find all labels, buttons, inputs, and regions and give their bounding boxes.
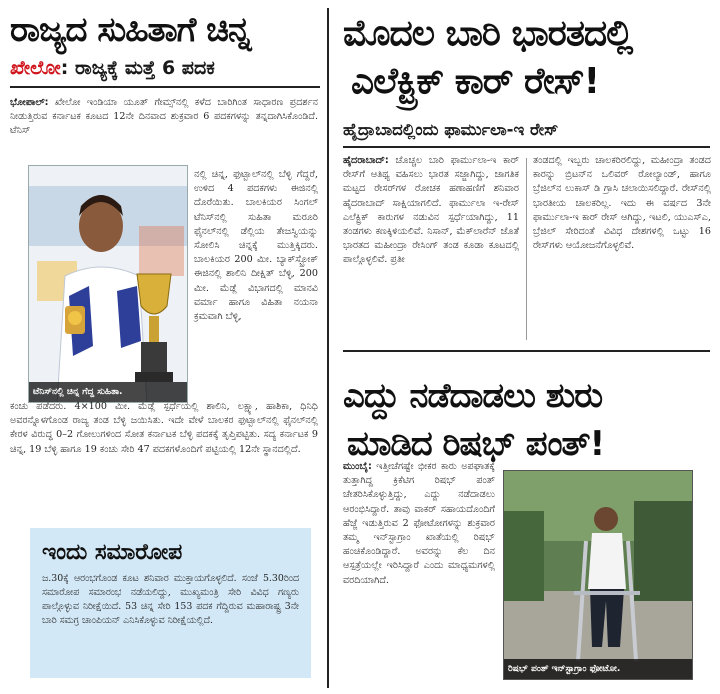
formula-e-subheadline: ಹೈದ್ರಾಬಾದಲ್ಲಿಂದು ಫಾರ್ಮುಲಾ-ಇ ರೇಸ್ bbox=[343, 120, 559, 139]
pant-headline-line2: ಮಾಡಿದ ರಿಷಭ್ ಪಂತ್! bbox=[347, 424, 605, 464]
formula-e-headline bbox=[343, 10, 713, 106]
pant-dateline: ಮುಂಬೈ: bbox=[343, 461, 372, 472]
column-divider bbox=[327, 8, 329, 688]
formula-e-dateline: ಹೈದರಾಬಾದ್: bbox=[343, 155, 389, 166]
box-text: ಜ.30ಕ್ಕೆ ಆರಂಭಗೊಂಡ ಕೂಟ ಶನಿವಾರ ಮುಕ್ತಾಯಗೊಳ್ಳಲಿದೆ. ಸಂಜೆ 5.30ರಿಂದ ಸಮಾರೋಪ ಸಮಾರಂಭ ನಡೆಯಲಿದ್ದು, ಮುಖ್ಯಮಂತ್ರಿ ಸೇರಿ ವಿವಿಧ ಗಣ್ಯರು ಪಾಲ್ಗೊಳ್ಳುವ ನಿರೀಕ್ಷೆಯಿದೆ. 53 ಚಿನ್ನ ಸೇರಿ 153 ಪದಕ ಗೆದ್ದಿರುವ ಮಹಾರಾಷ್ಟ್ರ 3ನೇ ಬಾರಿ ಸಮಗ್ರ ಚಾಂಪಿಯನ್ ಎನಿಸಿಕೊಳ್ಳುವ ನಿರೀಕ್ಷೆಯಲ್ಲಿದೆ. bbox=[42, 573, 299, 626]
left-lead-paragraph bbox=[10, 96, 318, 139]
pant-headline bbox=[343, 372, 713, 468]
left-subhead-keyword: ಖೇಲೋ bbox=[10, 57, 61, 79]
pant-photo-caption: ರಿಷಭ್ ಪಂತ್ ಇನ್‌ಸ್ಟಾಗ್ರಾಂ ಫೋಟೋ. bbox=[504, 659, 692, 679]
formula-e-headline-line2: ಎಲೆಕ್ಟ್ರಿಕ್ ಕಾರ್ ರೇಸ್! bbox=[351, 61, 599, 102]
pant-headline-line1: ಎದ್ದು ನಡೆದಾಡಲು ಶುರು bbox=[343, 376, 603, 416]
suhita-photo-caption: ಟೆನಿಸ್‌ನಲ್ಲಿ ಚಿನ್ನ ಗೆದ್ದ ಸುಹಿತಾ. bbox=[29, 382, 187, 402]
box-title: ಇಂದು ಸಮಾರೋಪ bbox=[42, 540, 183, 565]
formula-e-column-1 bbox=[343, 154, 519, 268]
left-story-header bbox=[10, 8, 320, 91]
formula-e-column-separator bbox=[526, 158, 527, 340]
left-wrap-paragraph: ನಲ್ಲಿ ಚಿನ್ನ, ಫುಟ್ಬಾಲ್‌ನಲ್ಲಿ ಬೆಳ್ಳಿ ಗೆದ್ದರೆ, ಉಳಿದ 4 ಪದಕಗಳು ಈಜಿನಲ್ಲಿ ದೊರೆಯಿತು. ಬಾಲಕಿಯರ ಸಿಂಗಲ್ ಟೆನಿಸ್‌ನಲ್ಲಿ ಸುಹಿತಾ ಮರೂರಿ ಫೈನಲ್‌ನಲ್ಲಿ ಡೆಲ್ಲಿಯ ತೇಜಸ್ವಿಯನ್ನು ಸೋಲಿಸಿ ಚಿನ್ನಕ್ಕೆ ಮುತ್ತಿಕ್ಕಿದರು. ಬಾಲಕಿಯರ 200 ಮೀ. ಬ್ಯಾಕ್‌ಸ್ಟ್ರೋಕ್ ಈಜಿನಲ್ಲಿ ಶಾಲಿನಿ ದೀಕ್ಷಿತ್ ಬೆಳ್ಳಿ, 200 ಮೀ. ಮೆಡ್ಲೆ ವಿಭಾಗದಲ್ಲಿ ಮಾನವಿ ವರ್ಮಾ ಹಾಗೂ ವಿಹಿತಾ ನಯನಾ ಕ್ರಮವಾಗಿ ಬೆಳ್ಳಿ, bbox=[194, 169, 318, 323]
left-dateline: ಭೋಪಾಲ್: bbox=[10, 97, 49, 108]
left-lead-text: ಖೇಲೋ ಇಂಡಿಯಾ ಯೂತ್ ಗೇಮ್ಸ್‌ನಲ್ಲಿ ಕಳೆದ ಬಾರಿಗಿಂತ ಸಾಧಾರಣ ಪ್ರದರ್ಶನ ನೀಡುತ್ತಿರುವ ಕರ್ನಾಟಕ ಕೂಟದ 12ನೇ ದಿನವಾದ ಶುಕ್ರವಾರ 6 ಪದಕಗಳನ್ನು ತನ್ನದಾಗಿಸಿಕೊಂಡಿದೆ. ಟೆನಿಸ್ bbox=[10, 97, 318, 137]
pant-text: ಇತ್ತೀಚೆಗಷ್ಟೇ ಭೀಕರ ಕಾರು ಅಪಘಾತಕ್ಕೆ ತುತ್ತಾಗಿದ್ದ ಕ್ರಿಕೆಟಿಗ ರಿಷಭ್ ಪಂತ್ ಚೇತರಿಸಿಕೊಳ್ಳುತ್ತಿದ್ದು, ಎದ್ದು ನಡೆದಾಡಲು ಆರಂಭಿಸಿದ್ದಾರೆ. ತಾವು ವಾಕರ್ ಸಹಾಯದೊಂದಿಗೆ ಹೆಜ್ಜೆ ಇಡುತ್ತಿರುವ 2 ಫೋಟೋಗಳನ್ನು ಶುಕ್ರವಾರ ತಮ್ಮ ಇನ್‌ಸ್ಟಾಗ್ರಾಂ ಖಾತೆಯಲ್ಲಿ ರಿಷಭ್ ಹಂಚಿಕೊಂಡಿದ್ದಾರೆ. ಅವರನ್ನು ಕೆಲ ದಿನ ಆಸ್ಪತ್ರೆಯಲ್ಲೇ ಇರಿಸಿದ್ದಾರೆ ಎಂದು ಮಾಧ್ಯಮಗಳಲ್ಲಿ ವರದಿಯಾಗಿದೆ. bbox=[343, 461, 495, 586]
pant-photo bbox=[503, 470, 693, 680]
left-subheadline bbox=[10, 54, 320, 82]
left-headline-rule bbox=[10, 86, 320, 88]
suhita-illustration bbox=[29, 166, 188, 403]
pant-paragraph bbox=[343, 460, 495, 588]
right-section-divider bbox=[343, 350, 710, 352]
suhita-photo bbox=[28, 165, 188, 403]
formula-e-headline-line1: ಮೊದಲ ಬಾರಿ ಭಾರತದಲ್ಲಿ bbox=[343, 13, 633, 54]
left-headline: ರಾಜ್ಯದ ಸುಹಿತಾಗೆ ಚಿನ್ನ bbox=[10, 10, 251, 50]
pant-illustration bbox=[504, 471, 693, 680]
formula-e-col1-text: ಚೊಚ್ಚಲ ಬಾರಿ ಫಾರ್ಮುಲಾ-ಇ ಕಾರ್ ರೇಸ್‌ಗೆ ಆತಿಥ್ಯ ವಹಿಸಲು ಭಾರತ ಸಜ್ಜಾಗಿದ್ದು, ಜಾಗತಿಕ ಮಟ್ಟದ ರೇಸರ್‌ಗಳ ರೋಚಕ ಹಣಾಹಣಿಗೆ ಶನಿವಾರ ಹೈದರಾಬಾದ್ ಸಾಕ್ಷಿಯಾಗಲಿದೆ. ಫಾರ್ಮುಲಾ ಇ-ರೇಸ್ ಎಲೆಕ್ಟ್ರಿಕ್ ಕಾರುಗಳ ನಡುವಿನ ಸ್ಪರ್ಧೆಯಾಗಿದ್ದು, 11 ತಂಡಗಳು ಕಣಕ್ಕಿಳಿಯಲಿವೆ. ನಿಸಾನ್, ಮೆಕ್‌ಲಾರೆನ್ ಜೊತೆ ಭಾರತದ ಮಹೀಂದ್ರಾ ರೇಸಿಂಗ್ ತಂಡ ಕೂಡಾ ಕೂಟದಲ್ಲಿ ಪಾಲ್ಗೊಳ್ಳಲಿವೆ. ಪ್ರತೀ bbox=[343, 155, 519, 266]
formula-e-column-2: ತಂಡದಲ್ಲಿ ಇಬ್ಬರು ಚಾಲಕರಿರಲಿದ್ದು, ಮಹೀಂದ್ರಾ ತಂಡದ ಕಾರನ್ನು ಬ್ರಿಟನ್‌ನ ಒಲಿವರ್ ರೋಲ್ಯಾಂಡ್, ಹಾಗೂ ಬ್ರೆಜಿಲ್‌ನ ಲುಕಾಸ್ ಡಿ ಗ್ರಾಸಿ ಚಲಾಯಿಸಲಿದ್ದಾರೆ. ರೇಸ್‌ನಲ್ಲಿ ಭಾರತೀಯ ಚಾಲಕರಿಲ್ಲ. ಇದು ಈ ವರ್ಷದ 3ನೇ ಫಾರ್ಮುಲಾ-ಇ ಕಾರ್ ರೇಸ್ ಆಗಿದ್ದು, ಇಟಲಿ, ಯುಎಸ್‌ಎ, ಬ್ರೆಜಿಲ್ ಸೇರಿದಂತೆ ವಿವಿಧ ದೇಶಗಳಲ್ಲಿ ಒಟ್ಟು 16 ರೇಸ್‌ಗಳು ಆಯೋಜನೆಗೊಳ್ಳಲಿವೆ. bbox=[533, 155, 711, 252]
left-subhead-rest: : ರಾಜ್ಯಕ್ಕೆ ಮತ್ತೆ 6 ಪದಕ bbox=[60, 57, 215, 79]
closing-ceremony-box bbox=[30, 528, 311, 678]
formula-e-rule bbox=[343, 146, 710, 148]
left-full-paragraph: ಕಂಚು ಪಡೆದರು. 4×100 ಮೀ. ಮೆಡ್ಲೆ ಸ್ಪರ್ಧೆಯಲ್ಲಿ ಶಾಲಿನಿ, ಲಕ್ಷ್ಯಾ, ಹಾಶಿಕಾ, ಧಿನಿಧಿ ಅವರನ್ನೊಳಗೊಂಡ ರಾಜ್ಯ ತಂಡ ಬೆಳ್ಳಿ ಜಯಿಸಿತು. ಇದೇ ವೇಳೆ ಬಾಲಕರ ಫುಟ್ಬಾಲ್‌ನಲ್ಲಿ ಫೈನಲ್‌ನಲ್ಲಿ ಕೇರಳ ವಿರುದ್ಧ 0–2 ಗೋಲುಗಳಿಂದ ಸೋತ ಕರ್ನಾಟಕ ಬೆಳ್ಳಿ ಪದಕಕ್ಕೆ ತೃಪ್ತಿಪಟ್ಟಿತು. ಸದ್ಯ ಕರ್ನಾಟಕ 9 ಚಿನ್ನ, 19 ಬೆಳ್ಳಿ ಹಾಗೂ 19 ಕಂಚು ಸೇರಿ 47 ಪದಕಗಳೊಂದಿಗೆ ಪಟ್ಟಿಯಲ್ಲಿ 12ನೇ ಸ್ಥಾನದಲ್ಲಿದೆ. bbox=[10, 401, 318, 455]
